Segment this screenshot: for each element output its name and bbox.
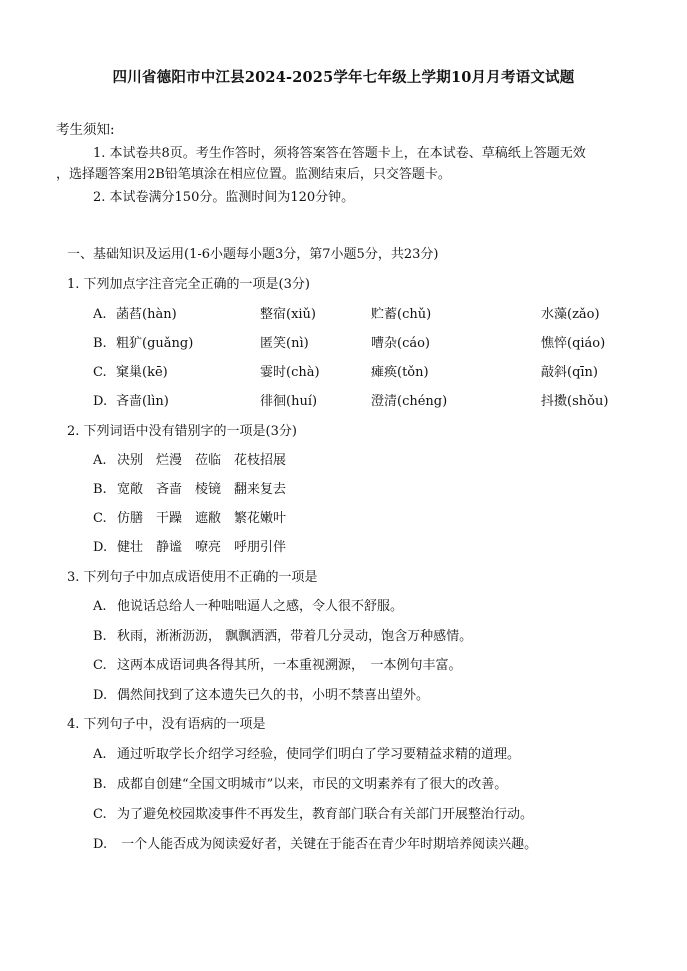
question-2-option-c bbox=[93, 510, 286, 528]
page-title: 四川省德阳市中江县2024-2025学年七年级上学期10月月考语文试题 bbox=[112, 69, 575, 86]
pinyin-cell: 嘈杂(cáo) bbox=[371, 336, 431, 351]
notice-heading: 考生须知: bbox=[56, 122, 115, 138]
pinyin-cell: 贮蓄(chǔ) bbox=[371, 307, 432, 322]
option-label: B. bbox=[93, 777, 107, 792]
pinyin-cell: 抖擞(shǒu) bbox=[541, 394, 609, 409]
option-label: D. bbox=[93, 394, 108, 409]
pinyin-cell: 整宿(xiǔ) bbox=[260, 307, 317, 322]
pinyin-cell: 水藻(zǎo) bbox=[541, 307, 600, 322]
option-text: 偶然间找到了这本遗失已久的书，小明不禁喜出望外。 bbox=[117, 688, 430, 703]
option-label: B. bbox=[93, 482, 107, 497]
question-3-option-d bbox=[93, 687, 429, 705]
option-label: B. bbox=[93, 336, 107, 351]
question-3-option-b bbox=[93, 628, 472, 646]
option-label: A. bbox=[93, 599, 107, 614]
pinyin-cell: 霎时(chà) bbox=[260, 365, 320, 380]
question-4-option-d bbox=[93, 836, 537, 854]
pinyin-cell: 澄清(chéng) bbox=[371, 394, 448, 409]
option-label: A. bbox=[93, 307, 107, 322]
question-4-option-b bbox=[93, 776, 507, 794]
option-text: 成都自创建“全国文明城市”以来，市民的文明素养有了很大的改善。 bbox=[117, 777, 508, 792]
option-label: A. bbox=[93, 453, 107, 468]
question-2-option-d bbox=[93, 539, 286, 557]
option-text: 这两本成语词典各得其所，一本重视溯源， 一本例句丰富。 bbox=[117, 658, 462, 673]
notice-item-1-continued: ，选择题答案用2B铅笔填涂在相应位置。监测结束后，只交答题卡。 bbox=[56, 167, 451, 182]
notice-item-1: 1. 本试卷共8页。考生作答时，须将答案答在答题卡上，在本试卷、草稿纸上答题无效 bbox=[93, 146, 586, 161]
option-text: 一个人能否成为阅读爱好者，关键在于能否在青少年时期培养阅读兴趣。 bbox=[117, 837, 538, 852]
option-text: 健壮 静谧 嘹亮 呼朋引伴 bbox=[117, 540, 287, 555]
section-heading: 一、基础知识及运用(1-6小题每小题3分，第7小题5分，共23分) bbox=[67, 247, 439, 262]
question-1-stem: 1. 下列加点字注音完全正确的一项是(3分) bbox=[67, 277, 310, 292]
pinyin-cell: 徘徊(huí) bbox=[260, 394, 318, 409]
option-text: 宽敞 吝啬 棱镜 翻来复去 bbox=[117, 482, 287, 497]
question-2-stem: 2. 下列词语中没有错别字的一项是(3分) bbox=[67, 424, 297, 439]
option-label: D. bbox=[93, 837, 108, 852]
option-label: B. bbox=[93, 629, 107, 644]
option-label: C. bbox=[93, 807, 107, 822]
question-3-option-c bbox=[93, 657, 462, 675]
question-2-option-b bbox=[93, 481, 286, 499]
question-4-stem: 4. 下列句子中，没有语病的一项是 bbox=[67, 717, 266, 732]
pinyin-cell: 窠巢(kē) bbox=[116, 365, 168, 380]
option-label: C. bbox=[93, 365, 107, 380]
question-3-stem: 3. 下列句子中加点成语使用不正确的一项是 bbox=[67, 570, 318, 585]
option-text: 通过听取学长介绍学习经验，使同学们明白了学习要精益求精的道理。 bbox=[117, 747, 521, 762]
option-label: D. bbox=[93, 540, 108, 555]
pinyin-cell: 菡萏(hàn) bbox=[116, 307, 177, 322]
pinyin-cell: 粗犷(guǎng) bbox=[116, 336, 194, 351]
option-label: A. bbox=[93, 747, 107, 762]
option-text: 他说话总给人一种咄咄逼人之感，令人很不舒服。 bbox=[117, 599, 404, 614]
option-label: C. bbox=[93, 511, 107, 526]
pinyin-cell: 瘫痪(tǒn) bbox=[371, 365, 429, 380]
notice-item-2: 2. 本试卷满分150分。监测时间为120分钟。 bbox=[93, 190, 355, 205]
question-3-option-a bbox=[93, 598, 403, 616]
pinyin-cell: 憔悴(qiáo) bbox=[541, 336, 606, 351]
option-label: C. bbox=[93, 658, 107, 673]
question-4-option-c bbox=[93, 806, 533, 824]
pinyin-cell: 匿笑(nì) bbox=[260, 336, 309, 351]
option-text: 决别 烂漫 莅临 花枝招展 bbox=[117, 453, 287, 468]
question-4-option-a bbox=[93, 746, 520, 764]
question-2-option-a bbox=[93, 452, 286, 470]
option-label: D. bbox=[93, 688, 108, 703]
pinyin-cell: 吝啬(lìn) bbox=[116, 394, 169, 409]
pinyin-cell: 敲斜(qīn) bbox=[541, 365, 598, 380]
option-text: 为了避免校园欺凌事件不再发生，教育部门联合有关部门开展整治行动。 bbox=[117, 807, 534, 822]
option-text: 秋雨，淅淅沥沥， 飘飘洒洒，带着几分灵动，饱含万种感情。 bbox=[117, 629, 473, 644]
option-text: 仿膳 干躁 遮敝 繁花嫩叶 bbox=[117, 511, 287, 526]
